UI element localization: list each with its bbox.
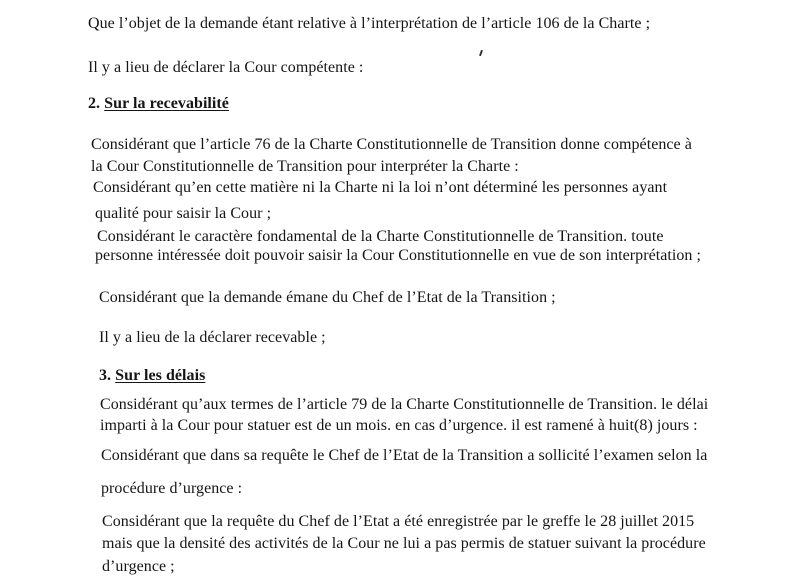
paragraph-line: Considérant qu’en cette matière ni la Charte ni la loi n’ont déterminé les personnes ayant xyxy=(93,179,668,196)
paragraph-line: Considérant que la requête du Chef de l’Etat a été enregistrée par le greffe le 28 juillet 2015 xyxy=(102,513,695,530)
paragraph-line: Considérant que dans sa requête le Chef de l’Etat de la Transition a sollicité l’examen selon la xyxy=(101,447,708,464)
paragraph-line: Considérant que la demande émane du Chef de l’Etat de la Transition ; xyxy=(99,289,556,306)
heading-title: Sur les délais xyxy=(115,367,206,384)
paragraph-line: Considérant qu’aux termes de l’article 79 de la Charte Constitutionnelle de Transition. le délai xyxy=(100,396,709,413)
heading-number: 3. xyxy=(99,367,112,384)
heading-number: 2. xyxy=(88,95,101,112)
paragraph-line: Considérant le caractère fondamental de la Charte Constitutionnelle de Transition. toute xyxy=(97,228,664,245)
section-heading-delais xyxy=(99,366,205,386)
heading-title: Sur la recevabilité xyxy=(104,95,229,112)
section-heading-recevabilite xyxy=(88,94,229,114)
paragraph-line: Il y a lieu de la déclarer recevable ; xyxy=(99,329,326,346)
paragraph-line: d’urgence ; xyxy=(102,558,175,575)
paragraph-line: personne intéressée doit pouvoir saisir la Cour Constitutionnelle en vue de son interprétation ; xyxy=(95,247,702,264)
paragraph-line: Considérant que l’article 76 de la Charte Constitutionnelle de Transition donne compétence à xyxy=(91,136,692,153)
paragraph-line: mais que la densité des activités de la Cour ne lui a pas permis de statuer suivant la procédure xyxy=(102,535,706,552)
paragraph-line: Il y a lieu de déclarer la Cour compétente : xyxy=(88,59,364,76)
paragraph-line: procédure d’urgence : xyxy=(101,480,243,497)
paragraph-line: la Cour Constitutionnelle de Transition pour interpréter la Charte : xyxy=(91,158,519,175)
paragraph-line: qualité pour saisir la Cour ; xyxy=(95,205,272,222)
paragraph-line: Que l’objet de la demande étant relative à l’interprétation de l’article 106 de la Charte ; xyxy=(88,15,651,32)
paragraph-line: imparti à la Cour pour statuer est de un mois. en cas d’urgence. il est ramené à huit(8) jours : xyxy=(100,417,698,434)
stray-mark xyxy=(479,50,483,56)
